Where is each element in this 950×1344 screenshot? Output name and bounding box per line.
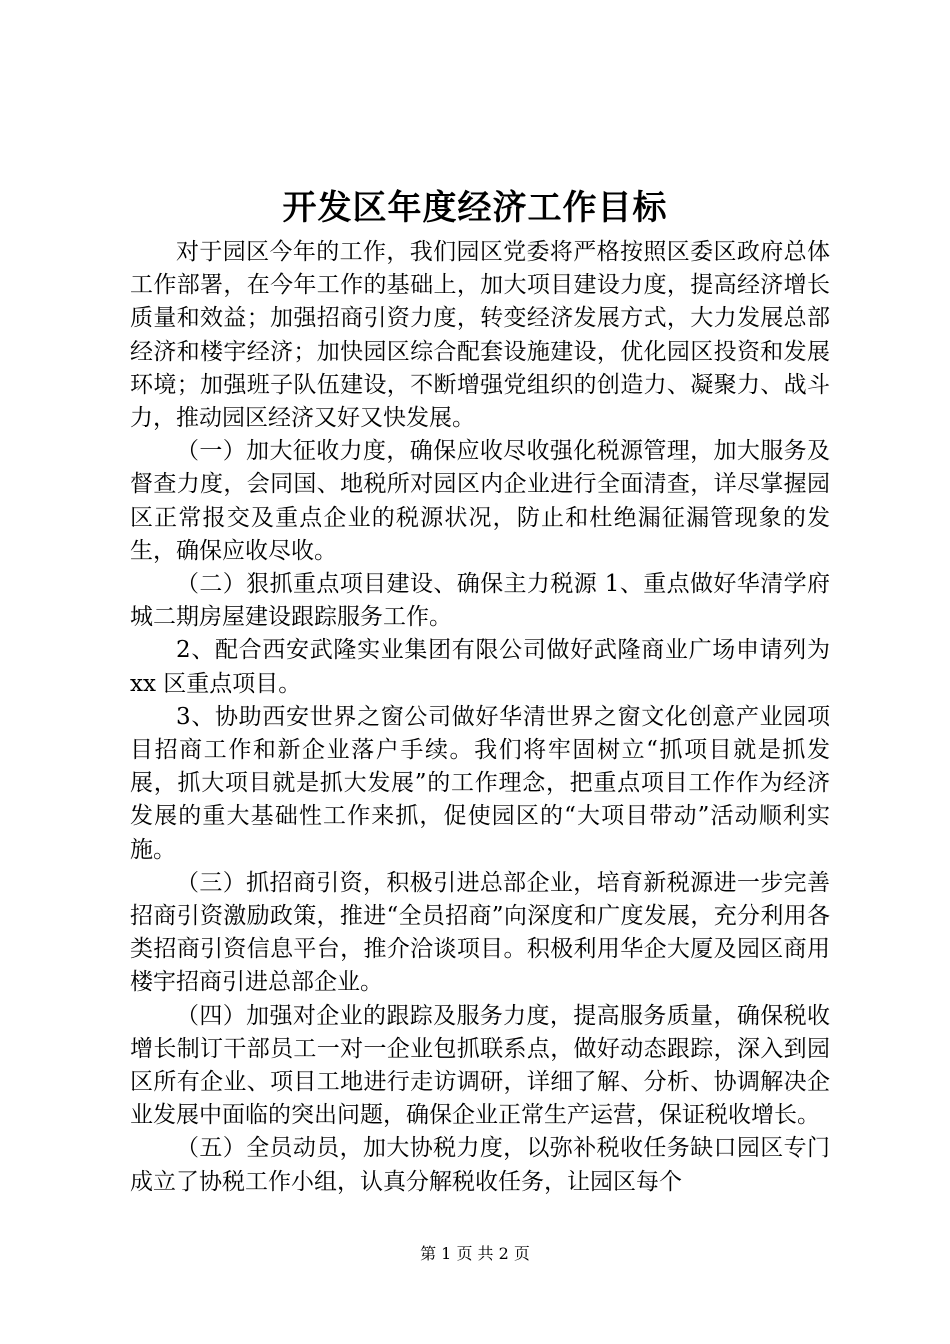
paragraph-intro: 对于园区今年的工作，我们园区党委将严格按照区委区政府总体工作部署，在今年工作的基础上，加大项目建设力度，提高经济增长质量和效益；加强招商引资力度，转变经济发展方式，大力发展总部经济和楼宇经济；加快园区综合配套设施建设，优化园区投资和发展环境；加强班子队伍建设，不断增强党组织的创造力、凝聚力、战斗力，推动园区经济又好又快发展。 (130, 239, 830, 432)
paragraph-section-5: （五）全员动员，加大协税力度，以弥补税收任务缺口园区专门成立了协税工作小组，认真分解税收任务，让园区每个 (130, 1135, 830, 1195)
page-footer: 第 1 页 共 2 页 (420, 1244, 530, 1263)
document-body (130, 236, 830, 1199)
paragraph-section-2: （二）狠抓重点项目建设、确保主力税源 1、重点做好华清学府城二期房屋建设跟踪服务工作。 (130, 571, 830, 631)
paragraph-section-4: （四）加强对企业的跟踪及服务力度，提高服务质量，确保税收增长制订干部员工一对一企业包抓联系点，做好动态跟踪，深入到园区所有企业、项目工地进行走访调研，详细了解、分析、协调解决企业发展中面临的突出问题，确保企业正常生产运营，保证税收增长。 (130, 1002, 830, 1129)
paragraph-item-2: 2、配合西安武隆实业集团有限公司做好武隆商业广场申请列为 xx 区重点项目。 (130, 637, 830, 697)
paragraph-section-3: （三）抓招商引资，积极引进总部企业，培育新税源进一步完善招商引资激励政策，推进“全员招商”向深度和广度发展，充分利用各类招商引资信息平台，推介洽谈项目。积极利用华企大厦及园区商用楼宇招商引进总部企业。 (130, 869, 830, 996)
paragraph-item-3: 3、协助西安世界之窗公司做好华清世界之窗文化创意产业园项目招商工作和新企业落户手续。我们将牢固树立“抓项目就是抓发展，抓大项目就是抓大发展”的工作理念，把重点项目工作作为经济发展的重大基础性工作来抓，促使园区的“大项目带动”活动顺利实施。 (130, 703, 830, 863)
paragraph-section-1: （一）加大征收力度，确保应收尽收强化税源管理，加大服务及督查力度，会同国、地税所对园区内企业进行全面清查，详尽掌握园区正常报交及重点企业的税源状况，防止和杜绝漏征漏管现象的发生，确保应收尽收。 (130, 438, 830, 564)
document-title: 开发区年度经济工作目标 (282, 188, 668, 228)
